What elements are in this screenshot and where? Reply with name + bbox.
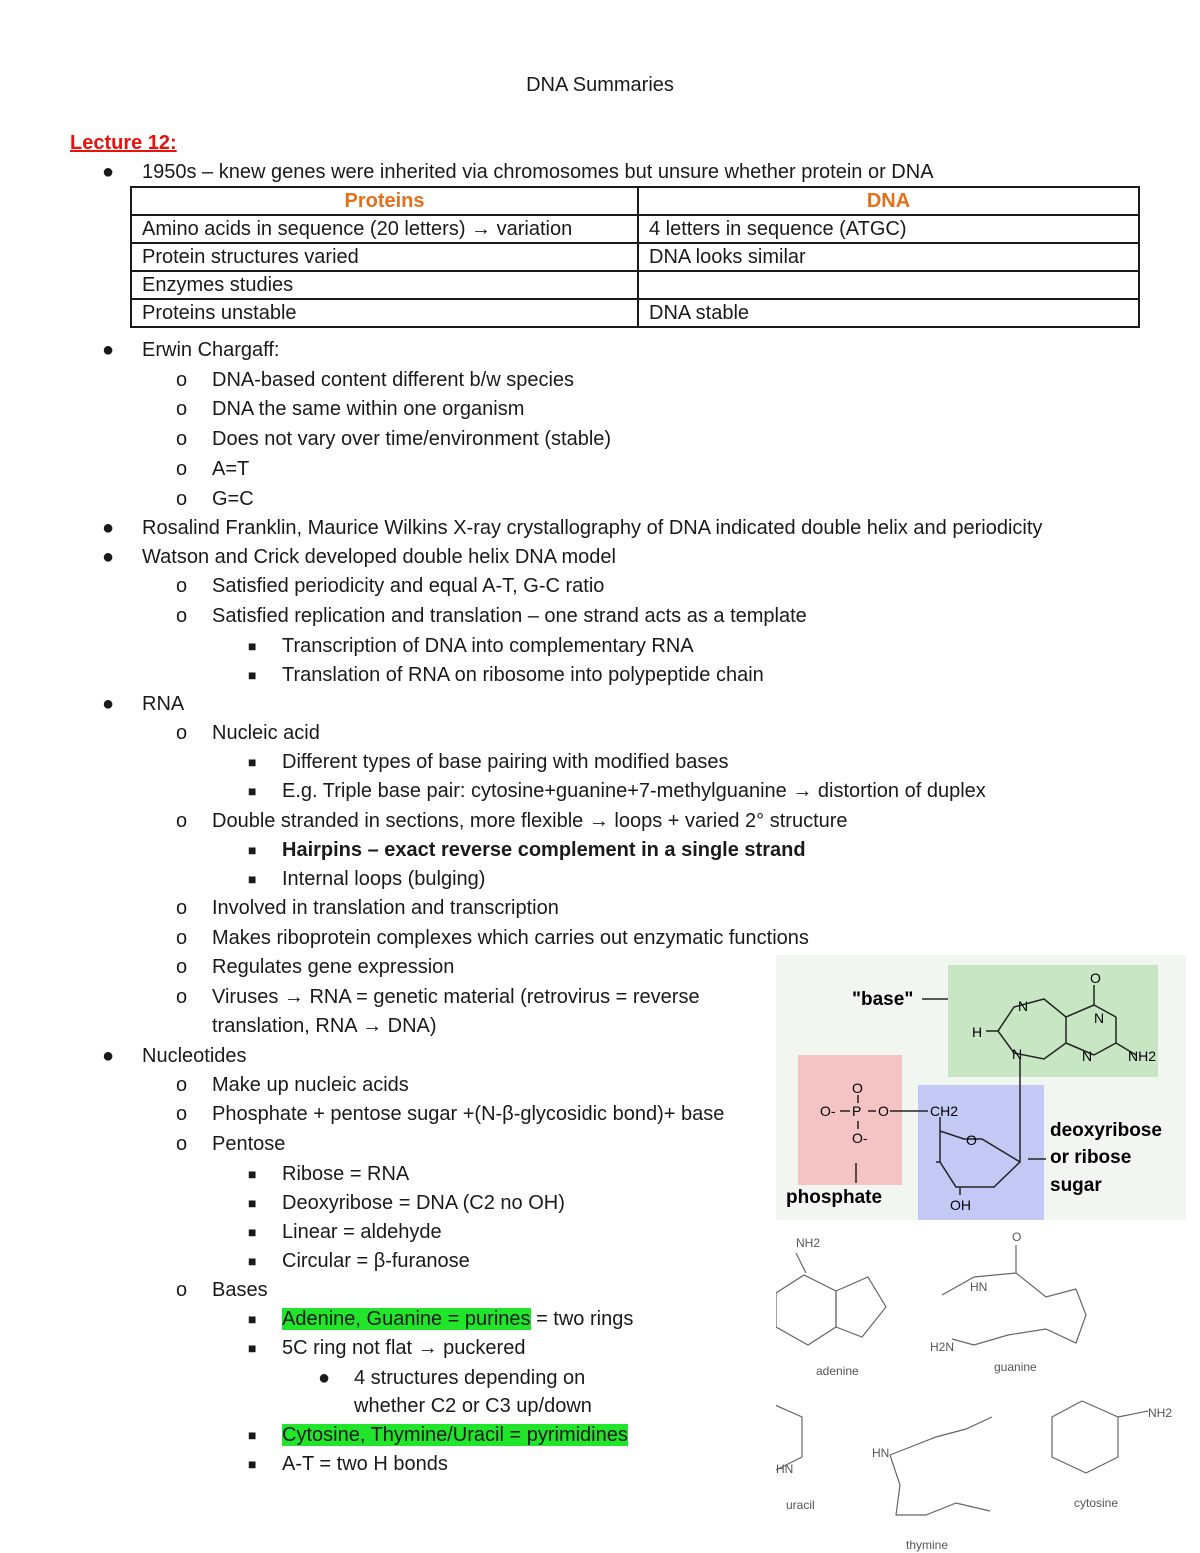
open-circle-bullet-icon: o bbox=[176, 1279, 188, 1301]
list-item: 4 structures depending on bbox=[354, 1367, 586, 1389]
open-circle-bullet-icon: o bbox=[176, 956, 188, 978]
table-row bbox=[131, 215, 1139, 243]
list-item: G=C bbox=[212, 488, 254, 510]
list-item: 5C ring not flat → puckered bbox=[282, 1337, 526, 1359]
sugar-label-1: deoxyribose bbox=[1050, 1120, 1162, 1141]
open-circle-bullet-icon: o bbox=[176, 458, 188, 480]
table-cell: 4 letters in sequence (ATGC) bbox=[638, 215, 1139, 243]
table-cell: Proteins unstable bbox=[131, 299, 638, 327]
nucleotide-structure-figure bbox=[776, 955, 1186, 1553]
open-circle-bullet-icon: o bbox=[176, 897, 188, 919]
open-circle-bullet-icon: o bbox=[176, 369, 188, 391]
phosphate-label: phosphate bbox=[786, 1187, 883, 1208]
list-item: Nucleic acid bbox=[212, 722, 320, 744]
bases-sketch bbox=[776, 1245, 1148, 1515]
list-item: Makes riboprotein complexes which carries out enzymatic functions bbox=[212, 927, 809, 949]
open-circle-bullet-icon: o bbox=[176, 927, 188, 949]
open-circle-bullet-icon: o bbox=[176, 1103, 188, 1125]
base-name-thymine: thymine bbox=[906, 1538, 949, 1552]
table-cell: Enzymes studies bbox=[131, 271, 638, 299]
atom-label: HN bbox=[872, 1446, 890, 1460]
filled-square-bullet-icon: ■ bbox=[248, 842, 257, 858]
atom-label: CH2 bbox=[930, 1103, 959, 1119]
table-row bbox=[131, 299, 1139, 327]
list-item: Involved in translation and transcription bbox=[212, 897, 559, 919]
open-circle-bullet-icon: o bbox=[176, 722, 188, 744]
list-item bbox=[282, 1423, 628, 1447]
list-item: Internal loops (bulging) bbox=[282, 868, 486, 890]
list-item: Nucleotides bbox=[142, 1045, 247, 1067]
list-item: DNA the same within one organism bbox=[212, 398, 525, 420]
list-item: Does not vary over time/environment (stable) bbox=[212, 428, 612, 450]
list-item: Viruses → RNA = genetic material (retrovirus = reverse bbox=[212, 986, 700, 1008]
atom-label: O- bbox=[820, 1103, 836, 1119]
list-item-continuation: whether C2 or C3 up/down bbox=[354, 1395, 592, 1417]
list-item: Rosalind Franklin, Maurice Wilkins X-ray crystallography of DNA indicated double helix and periodicity bbox=[142, 517, 1043, 539]
list-item: Double stranded in sections, more flexible → loops + varied 2° structure bbox=[212, 810, 848, 832]
base-name-adenine: adenine bbox=[816, 1364, 859, 1378]
filled-square-bullet-icon: ■ bbox=[248, 1253, 257, 1269]
atom-label: N bbox=[1082, 1048, 1093, 1064]
list-item: Hairpins – exact reverse complement in a single strand bbox=[282, 839, 806, 861]
filled-circle-bullet-icon: ● bbox=[102, 339, 115, 361]
list-item: 1950s – knew genes were inherited via chromosomes but unsure whether protein or DNA bbox=[142, 161, 934, 183]
open-circle-bullet-icon: o bbox=[176, 575, 188, 597]
filled-circle-bullet-icon: ● bbox=[102, 693, 115, 715]
table-cell bbox=[638, 271, 1139, 299]
filled-circle-bullet-icon: ● bbox=[318, 1367, 331, 1389]
list-item-continuation: translation, RNA → DNA) bbox=[212, 1015, 437, 1037]
list-item: E.g. Triple base pair: cytosine+guanine+7-methylguanine → distortion of duplex bbox=[282, 780, 986, 802]
phosphate-region bbox=[798, 1055, 902, 1185]
atom-label: O bbox=[878, 1103, 889, 1119]
filled-square-bullet-icon: ■ bbox=[248, 1195, 257, 1211]
page-title: DNA Summaries bbox=[526, 74, 674, 96]
lecture-heading: Lecture 12: bbox=[70, 132, 177, 154]
list-item: DNA-based content different b/w species bbox=[212, 369, 575, 391]
open-circle-bullet-icon: o bbox=[176, 605, 188, 627]
atom-label: O bbox=[852, 1080, 863, 1096]
filled-circle-bullet-icon: ● bbox=[102, 517, 115, 539]
atom-label: NH2 bbox=[796, 1236, 821, 1250]
list-item: Satisfied periodicity and equal A-T, G-C ratio bbox=[212, 575, 605, 597]
filled-square-bullet-icon: ■ bbox=[248, 783, 257, 799]
atom-label: P bbox=[852, 1103, 862, 1119]
base-name-uracil: uracil bbox=[786, 1498, 815, 1512]
list-item: Phosphate + pentose sugar +(N-β-glycosidic bond)+ base bbox=[212, 1103, 725, 1125]
list-item: Regulates gene expression bbox=[212, 956, 455, 978]
filled-square-bullet-icon: ■ bbox=[248, 1456, 257, 1472]
open-circle-bullet-icon: o bbox=[176, 428, 188, 450]
list-item: Deoxyribose = DNA (C2 no OH) bbox=[282, 1192, 565, 1214]
list-item: Pentose bbox=[212, 1133, 286, 1155]
sugar-label-3: sugar bbox=[1050, 1175, 1102, 1196]
open-circle-bullet-icon: o bbox=[176, 1074, 188, 1096]
list-item: Bases bbox=[212, 1279, 268, 1301]
list-item: Transcription of DNA into complementary RNA bbox=[282, 635, 694, 657]
filled-square-bullet-icon: ■ bbox=[248, 1311, 257, 1327]
open-circle-bullet-icon: o bbox=[176, 1133, 188, 1155]
filled-circle-bullet-icon: ● bbox=[102, 1045, 115, 1067]
list-item: A=T bbox=[212, 458, 250, 480]
list-item bbox=[282, 1307, 633, 1331]
list-item: RNA bbox=[142, 693, 185, 715]
filled-circle-bullet-icon: ● bbox=[102, 161, 115, 183]
table-row bbox=[131, 271, 1139, 299]
atom-label: O bbox=[966, 1132, 977, 1148]
list-item: Satisfied replication and translation – one strand acts as a template bbox=[212, 605, 807, 627]
table-cell: DNA looks similar bbox=[638, 243, 1139, 271]
list-item: Linear = aldehyde bbox=[282, 1221, 442, 1243]
atom-label: O- bbox=[852, 1130, 868, 1146]
filled-square-bullet-icon: ■ bbox=[248, 1166, 257, 1182]
filled-square-bullet-icon: ■ bbox=[248, 667, 257, 683]
atom-label: N bbox=[1094, 1010, 1105, 1026]
base-label: "base" bbox=[852, 989, 914, 1010]
list-item: Erwin Chargaff: bbox=[142, 339, 280, 361]
table-header-proteins: Proteins bbox=[131, 187, 638, 215]
filled-square-bullet-icon: ■ bbox=[248, 1427, 257, 1443]
atom-label: OH bbox=[950, 1197, 971, 1213]
base-region bbox=[948, 965, 1158, 1077]
list-item: Different types of base pairing with modified bases bbox=[282, 751, 729, 773]
table-cell: DNA stable bbox=[638, 299, 1139, 327]
table-header-row bbox=[131, 187, 1139, 215]
highlighted-text: Cytosine, Thymine/Uracil = pyrimidines bbox=[282, 1424, 628, 1446]
list-item: Watson and Crick developed double helix DNA model bbox=[142, 546, 616, 568]
open-circle-bullet-icon: o bbox=[176, 398, 188, 420]
table-cell: Amino acids in sequence (20 letters) → variation bbox=[131, 215, 638, 243]
base-name-guanine: guanine bbox=[994, 1360, 1037, 1374]
atom-label: O bbox=[1012, 1230, 1022, 1244]
list-item: Ribose = RNA bbox=[282, 1163, 410, 1185]
list-item: A-T = two H bonds bbox=[282, 1453, 448, 1475]
open-circle-bullet-icon: o bbox=[176, 810, 188, 832]
filled-square-bullet-icon: ■ bbox=[248, 1340, 257, 1356]
atom-label: NH2 bbox=[1148, 1406, 1173, 1420]
open-circle-bullet-icon: o bbox=[176, 986, 188, 1008]
atom-label: H bbox=[972, 1024, 983, 1040]
list-item: Circular = β-furanose bbox=[282, 1250, 470, 1272]
open-circle-bullet-icon: o bbox=[176, 488, 188, 510]
sugar-label-2: or ribose bbox=[1050, 1147, 1132, 1168]
list-item: Make up nucleic acids bbox=[212, 1074, 409, 1096]
list-item-text: = two rings bbox=[530, 1308, 634, 1330]
filled-square-bullet-icon: ■ bbox=[248, 871, 257, 887]
atom-label: N bbox=[1012, 1046, 1023, 1062]
list-item: Translation of RNA on ribosome into polypeptide chain bbox=[282, 664, 764, 686]
filled-square-bullet-icon: ■ bbox=[248, 754, 257, 770]
filled-square-bullet-icon: ■ bbox=[248, 638, 257, 654]
table-row bbox=[131, 243, 1139, 271]
atom-label: HN bbox=[970, 1280, 988, 1294]
table-header-dna: DNA bbox=[638, 187, 1139, 215]
atom-label: HN bbox=[776, 1462, 794, 1476]
atom-label: N bbox=[1018, 998, 1029, 1014]
table-cell: Protein structures varied bbox=[131, 243, 638, 271]
atom-label: NH2 bbox=[1128, 1048, 1157, 1064]
atom-label: H2N bbox=[930, 1340, 955, 1354]
filled-circle-bullet-icon: ● bbox=[102, 546, 115, 568]
proteins-vs-dna-table bbox=[130, 186, 1140, 328]
atom-label: O bbox=[1090, 970, 1101, 986]
base-name-cytosine: cytosine bbox=[1074, 1496, 1119, 1510]
highlighted-text: Adenine, Guanine = purines bbox=[282, 1308, 531, 1330]
filled-square-bullet-icon: ■ bbox=[248, 1224, 257, 1240]
